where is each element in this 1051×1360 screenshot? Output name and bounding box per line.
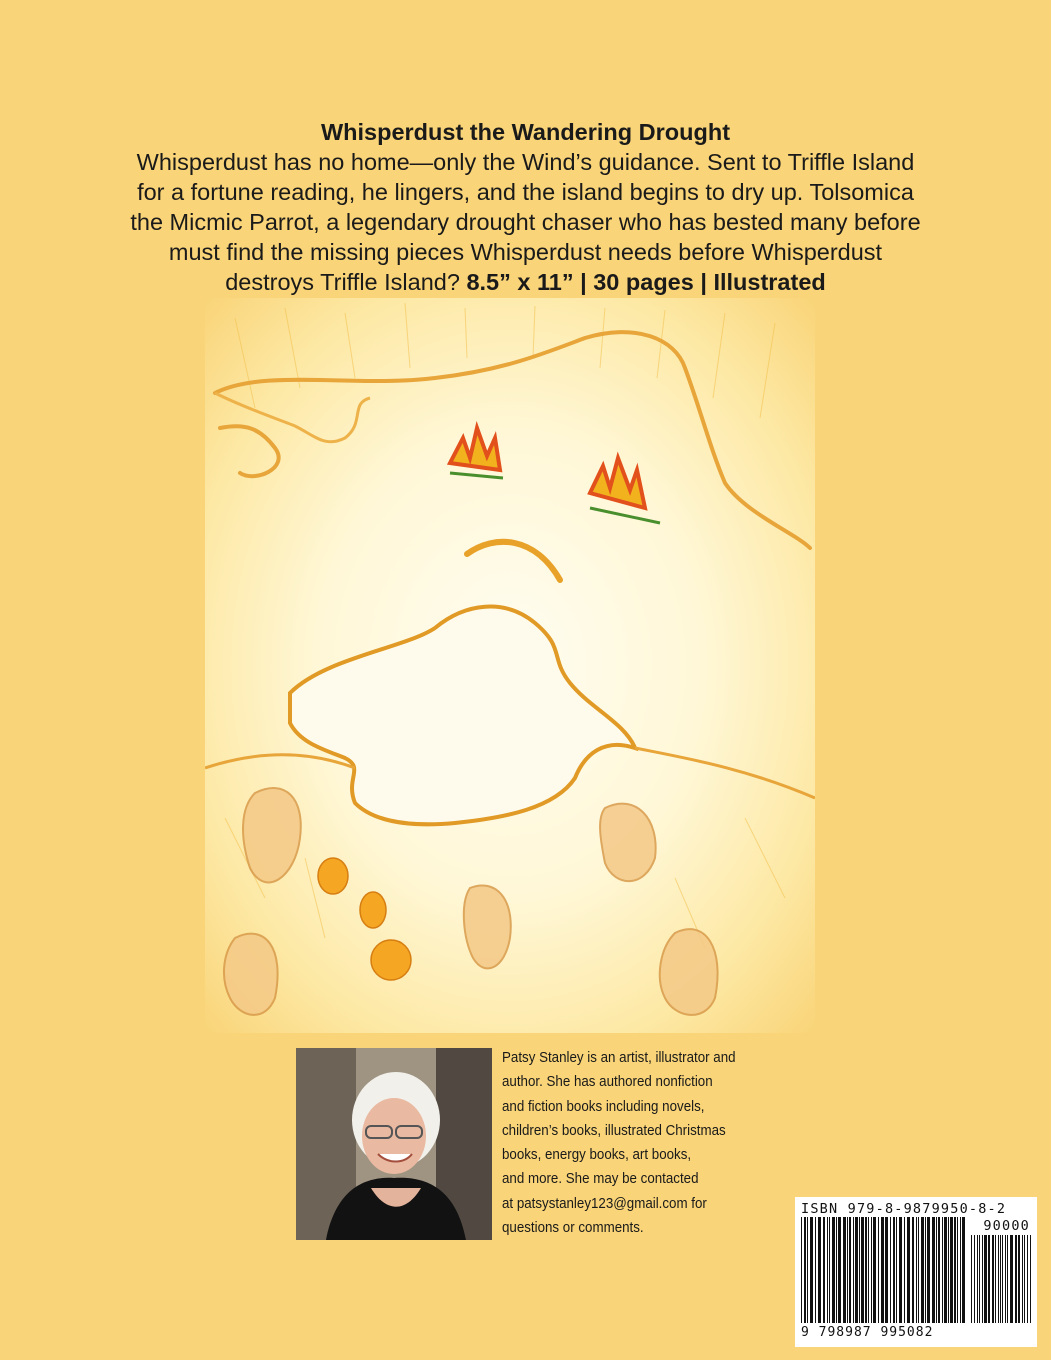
blurb-line: Whisperdust has no home—only the Wind’s guidance. Sent to Triffle Island (136, 149, 915, 175)
barcode-bar (804, 1217, 806, 1323)
barcode-bar (977, 1235, 978, 1323)
author-photo (296, 1048, 492, 1240)
barcode-bar (810, 1217, 813, 1323)
barcode-bar (1022, 1235, 1023, 1323)
barcode-bar (907, 1217, 910, 1323)
author-bio (502, 1046, 741, 1240)
barcode-bar (971, 1235, 972, 1323)
addon-barcode-bars (971, 1235, 1031, 1323)
barcode-bar (1024, 1235, 1025, 1323)
isbn-barcode (795, 1197, 1037, 1347)
barcode-bar (962, 1217, 965, 1323)
book-blurb (100, 117, 951, 297)
barcode-bar (836, 1217, 837, 1323)
barcode-bar (921, 1217, 924, 1323)
barcode-bar (849, 1217, 851, 1323)
barcode-bar (1007, 1235, 1008, 1323)
barcode-bar (927, 1217, 930, 1323)
isbn-label: ISBN 979-8-9879950-8-2 (801, 1201, 1007, 1217)
barcode-bar (890, 1217, 891, 1323)
barcode-bar (960, 1217, 961, 1323)
barcode-bar (871, 1217, 872, 1323)
barcode-bar (865, 1217, 867, 1323)
barcode-bar (904, 1217, 905, 1323)
barcode-bar (957, 1217, 958, 1323)
barcode-bar (873, 1217, 876, 1323)
blurb-line: must find the missing pieces Whisperdust needs before Whisperdust (168, 239, 883, 265)
barcode-bar (1027, 1235, 1028, 1323)
blurb-line: the Micmic Parrot, a legendary drought chaser who has bested many before (130, 209, 921, 235)
barcode-bar (944, 1217, 947, 1323)
barcode-bar (807, 1217, 808, 1323)
bio-line: children’s books, illustrated Christmas (502, 1122, 726, 1139)
barcode-bar (1002, 1235, 1003, 1323)
flame-eye-left (450, 428, 503, 478)
barcode-digits: 9 798987 995082 (801, 1325, 934, 1340)
barcode-bar (843, 1217, 846, 1323)
barcode-bar (818, 1217, 821, 1323)
price-code: 90000 (983, 1218, 1030, 1234)
blurb-line: destroys Triffle Island? (225, 269, 460, 295)
barcode-bar (916, 1217, 917, 1323)
barcode-bar (823, 1217, 825, 1323)
barcode-bar (847, 1217, 848, 1323)
barcode-bar (954, 1217, 956, 1323)
barcode-bar (998, 1235, 999, 1323)
barcode-bar (859, 1217, 860, 1323)
barcode-bar (878, 1217, 879, 1323)
book-specs: 8.5” x 11” | 30 pages | Illustrated (466, 269, 826, 295)
barcode-bar (815, 1217, 816, 1323)
book-title: Whisperdust the Wandering Drought (320, 119, 731, 145)
barcode-bar (853, 1217, 854, 1323)
whisperdust-illustration (205, 298, 815, 1033)
barcode-bar (995, 1235, 996, 1323)
bio-line: and more. She may be contacted (502, 1171, 699, 1188)
flame-eye-right (590, 458, 660, 523)
blurb-line: for a fortune reading, he lingers, and the island begins to dry up. Tolsomica (137, 179, 914, 205)
barcode-bar (948, 1217, 949, 1323)
bio-line: Patsy Stanley is an artist, illustrator and (502, 1050, 736, 1066)
barcode-bar (936, 1217, 937, 1323)
barcode-bar (868, 1217, 869, 1323)
barcode-bar (881, 1217, 884, 1323)
bio-line: and fiction books including novels, (502, 1098, 705, 1115)
barcode-bar (988, 1235, 990, 1323)
barcode-bar (861, 1217, 864, 1323)
bio-line: at patsystanley123@gmail.com for (502, 1195, 707, 1212)
barcode-bar (827, 1217, 828, 1323)
barcode-bar (1010, 1235, 1013, 1323)
barcode-bar (855, 1217, 858, 1323)
barcode-bar (984, 1235, 987, 1323)
barcode-bar (899, 1217, 902, 1323)
barcode-bar (992, 1235, 994, 1323)
barcode-bar (1018, 1235, 1020, 1323)
barcode-bar (885, 1217, 888, 1323)
barcode-bar (838, 1217, 841, 1323)
barcode-bar (893, 1217, 895, 1323)
barcode-bar (832, 1217, 835, 1323)
barcode-bar (1030, 1235, 1031, 1323)
barcode-bars (801, 1217, 967, 1323)
barcode-bar (1000, 1235, 1001, 1323)
barcode-bar (829, 1217, 830, 1323)
barcode-bar (979, 1235, 980, 1323)
barcode-bar (974, 1235, 975, 1323)
barcode-bar (918, 1217, 919, 1323)
barcode-bar (1005, 1235, 1006, 1323)
bio-line: author. She has authored nonfiction (502, 1074, 713, 1091)
barcode-bar (950, 1217, 953, 1323)
barcode-bar (925, 1217, 926, 1323)
barcode-bar (1015, 1235, 1017, 1323)
barcode-bar (942, 1217, 943, 1323)
barcode-bar (938, 1217, 940, 1323)
barcode-bar (912, 1217, 914, 1323)
barcode-bar (896, 1217, 897, 1323)
bio-line: questions or comments. (502, 1220, 644, 1237)
barcode-bar (801, 1217, 802, 1323)
barcode-bar (932, 1217, 935, 1323)
bio-line: books, energy books, art books, (502, 1147, 692, 1164)
barcode-bar (982, 1235, 983, 1323)
